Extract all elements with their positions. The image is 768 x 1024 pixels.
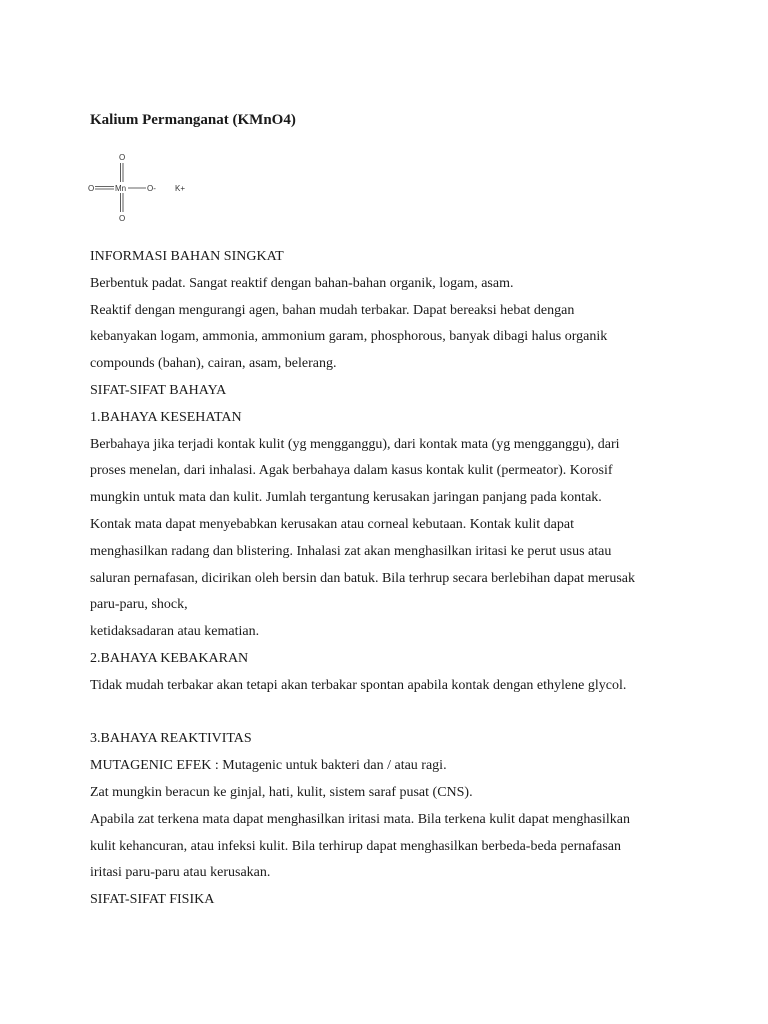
paragraph-line: iritasi paru-paru atau kerusakan. <box>90 865 271 881</box>
paragraph-line: MUTAGENIC EFEK : Mutagenic untuk bakteri dan / atau ragi. <box>90 758 447 774</box>
section-heading-sifat-bahaya: SIFAT-SIFAT BAHAYA <box>90 382 227 398</box>
paragraph-line: proses menelan, dari inhalasi. Agak berbahaya dalam kasus kontak kulit (permeator). Korosif <box>90 463 613 479</box>
paragraph-line: Berbentuk padat. Sangat reaktif dengan bahan-bahan organik, logam, asam. <box>90 275 514 291</box>
paragraph-line: Apabila zat terkena mata dapat menghasilkan iritasi mata. Bila terkena kulit dapat menghasilkan <box>90 811 630 827</box>
section-heading-kebakaran: 2.BAHAYA KEBAKARAN <box>90 650 249 666</box>
paragraph-line: Tidak mudah terbakar akan tetapi akan terbakar spontan apabila kontak dengan ethylene glycol. <box>90 677 627 693</box>
paragraph-line: kulit kehancuran, atau infeksi kulit. Bila terhirup dapat menghasilkan berbeda-beda pernafasan <box>90 838 622 854</box>
manganese-label: Mn <box>115 184 127 193</box>
paragraph-line: Berbahaya jika terjadi kontak kulit (yg mengganggu), dari kontak mata (yg mengganggu), dari <box>90 436 620 452</box>
paragraph-line: saluran pernafasan, dicirikan oleh bersin dan batuk. Bila terhrup secara berlebihan dapat merusak <box>90 570 636 586</box>
document-body <box>90 244 690 914</box>
paragraph-line: Zat mungkin beracun ke ginjal, hati, kulit, sistem saraf pusat (CNS). <box>90 784 473 800</box>
paragraph-line: compounds (bahan), cairan, asam, belerang. <box>90 356 337 372</box>
paragraph-line: mungkin untuk mata dan kulit. Jumlah tergantung kerusakan jaringan panjang pada kontak. <box>90 490 602 506</box>
paragraph-line: menghasilkan radang dan blistering. Inhalasi zat akan menghasilkan iritasi ke perut usus atau <box>90 543 612 559</box>
paragraph-line: Kontak mata dapat menyebabkan kerusakan atau corneal kebutaan. Kontak kulit dapat <box>90 516 574 532</box>
blank-line <box>90 700 690 727</box>
section-heading-reaktivitas: 3.BAHAYA REAKTIVITAS <box>90 731 252 747</box>
document-title: Kalium Permanganat (KMnO4) <box>90 112 296 128</box>
paragraph-line: ketidaksadaran atau kematian. <box>90 624 260 640</box>
paragraph-line: kebanyakan logam, ammonia, ammonium garam, phosphorous, banyak dibagi halus organik <box>90 329 608 345</box>
paragraph-line: paru-paru, shock, <box>90 597 188 613</box>
section-heading-kesehatan: 1.BAHAYA KESEHATAN <box>90 409 242 425</box>
section-heading-informasi: INFORMASI BAHAN SINGKAT <box>90 249 284 264</box>
kmno4-structure-diagram <box>84 150 204 226</box>
oxygen-right-label: O- <box>147 184 156 193</box>
paragraph-line: Reaktif dengan mengurangi agen, bahan mudah terbakar. Dapat bereaksi hebat dengan <box>90 302 575 318</box>
oxygen-bottom-label: O <box>119 214 126 223</box>
section-heading-sifat-fisika: SIFAT-SIFAT FISIKA <box>90 892 215 908</box>
oxygen-left-label: O <box>88 184 95 193</box>
potassium-label: K+ <box>175 184 186 193</box>
oxygen-top-label: O <box>119 153 126 162</box>
